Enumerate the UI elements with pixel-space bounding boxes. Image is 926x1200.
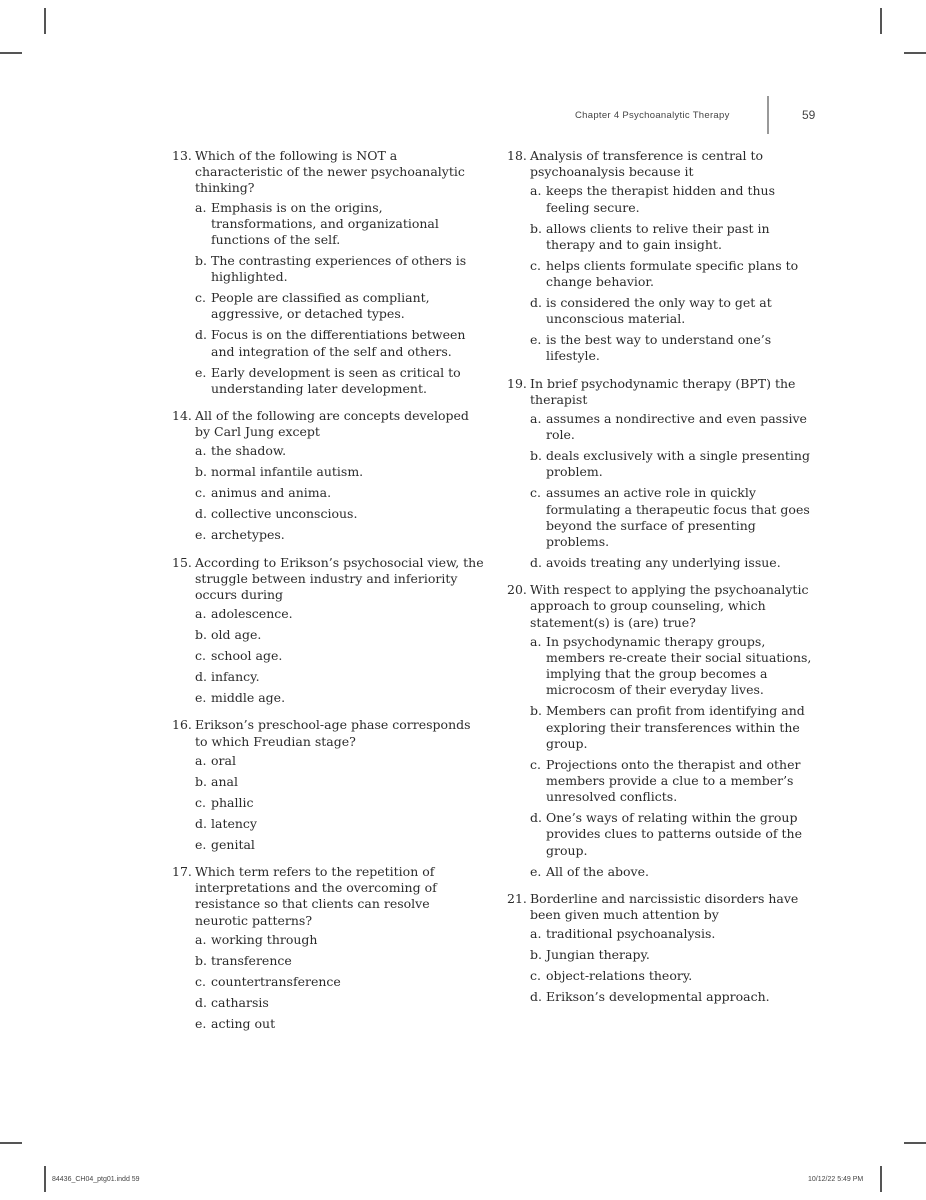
answer-option [530, 295, 820, 327]
option-text: genital [211, 836, 255, 852]
option-text: working through [211, 931, 318, 947]
question-text: According to Erikson’s psychosocial view, the struggle between industry and inferiority occurs during [195, 554, 484, 603]
option-letter: a. [195, 931, 207, 947]
answer-options [507, 411, 820, 571]
question-stem [172, 408, 484, 440]
option-letter: a. [195, 606, 207, 622]
question-number: 17. [172, 864, 192, 880]
answer-option [530, 703, 820, 752]
option-text: Jungian therapy. [546, 947, 650, 963]
answer-option [195, 837, 484, 853]
answer-option [530, 810, 820, 859]
option-text: People are classified as compliant, aggressive, or detached types. [211, 290, 430, 322]
question-number: 20. [507, 582, 527, 598]
answer-option [530, 926, 820, 942]
answer-option [195, 290, 484, 322]
option-text: acting out [211, 1015, 276, 1031]
answer-options [172, 932, 484, 1032]
option-letter: a. [530, 633, 542, 649]
option-letter: a. [195, 752, 207, 768]
option-letter: b. [195, 627, 207, 643]
answer-option [530, 989, 820, 1005]
answer-options [172, 753, 484, 853]
crop-mark-right-bottom [904, 1142, 926, 1144]
option-text: traditional psychoanalysis. [546, 926, 716, 942]
option-letter: d. [530, 555, 542, 571]
option-text: catharsis [211, 994, 269, 1010]
question-stem [172, 864, 484, 929]
option-letter: a. [195, 199, 207, 215]
answer-option [195, 648, 484, 664]
question-number: 19. [507, 375, 527, 391]
option-text: anal [211, 773, 238, 789]
option-text: assumes an active role in quickly formulating a therapeutic focus that goes beyond the surface of presenting problems. [546, 485, 810, 550]
option-letter: a. [530, 926, 542, 942]
option-text: countertransference [211, 973, 341, 989]
option-text: school age. [211, 648, 283, 664]
answer-option [530, 757, 820, 806]
option-text: deals exclusively with a single presenting problem. [546, 448, 810, 480]
running-header [560, 108, 830, 136]
option-letter: e. [530, 332, 542, 348]
answer-option [195, 606, 484, 622]
option-text: The contrasting experiences of others is highlighted. [211, 253, 467, 285]
option-text: Emphasis is on the origins, transformations, and organizational functions of the self. [211, 199, 439, 248]
answer-option [195, 485, 484, 501]
answer-options [507, 634, 820, 880]
question-14 [172, 408, 484, 544]
answer-option [530, 555, 820, 571]
crop-mark-bottom-right [880, 1166, 882, 1192]
option-letter: c. [530, 485, 541, 501]
option-letter: c. [195, 648, 206, 664]
option-letter: e. [195, 1015, 207, 1031]
question-text: In brief psychodynamic therapy (BPT) the therapist [530, 375, 796, 407]
option-letter: e. [195, 690, 207, 706]
question-number: 21. [507, 890, 527, 906]
option-letter: d. [195, 815, 207, 831]
option-letter: b. [530, 220, 542, 236]
option-text: keeps the therapist hidden and thus feeling secure. [546, 183, 776, 215]
question-number: 14. [172, 408, 192, 424]
option-text: All of the above. [546, 863, 649, 879]
answer-option [530, 968, 820, 984]
question-20 [507, 582, 820, 880]
answer-option [530, 332, 820, 364]
option-text: old age. [211, 627, 262, 643]
question-text: Erikson’s preschool-age phase corresponds to which Freudian stage? [195, 717, 471, 749]
page-number: 59 [802, 108, 816, 122]
option-letter: e. [195, 364, 207, 380]
option-text: the shadow. [211, 443, 287, 459]
answer-options [172, 606, 484, 706]
question-number: 15. [172, 554, 192, 570]
answer-option [195, 527, 484, 543]
option-text: infancy. [211, 669, 260, 685]
answer-option [195, 816, 484, 832]
slug-file-name: 84436_CH04_ptg01.indd 59 [52, 1176, 140, 1183]
answer-option [195, 953, 484, 969]
answer-option [530, 485, 820, 550]
answer-option [530, 947, 820, 963]
option-text: is the best way to understand one’s lifestyle. [546, 332, 772, 364]
option-text: allows clients to relive their past in therapy and to gain insight. [546, 220, 770, 252]
question-18 [507, 148, 820, 365]
answer-option [195, 464, 484, 480]
answer-option [530, 448, 820, 480]
crop-mark-top-right [880, 8, 882, 34]
option-letter: e. [195, 527, 207, 543]
option-text: Members can profit from identifying and exploring their transferences within the group. [546, 703, 805, 751]
option-letter: a. [530, 183, 542, 199]
question-text: Borderline and narcissistic disorders have been given much attention by [530, 890, 799, 923]
right-column [507, 148, 820, 1017]
option-letter: c. [530, 756, 541, 772]
question-stem [172, 717, 484, 749]
answer-option [530, 221, 820, 253]
option-text: collective unconscious. [211, 506, 358, 522]
option-text: transference [211, 952, 292, 968]
answer-options [507, 926, 820, 1005]
option-letter: c. [195, 485, 206, 501]
option-text: oral [211, 752, 236, 768]
question-stem [507, 891, 820, 923]
option-text: helps clients formulate specific plans to change behavior. [546, 257, 799, 290]
answer-option [195, 795, 484, 811]
option-letter: b. [530, 703, 542, 719]
left-column [172, 148, 484, 1043]
option-letter: b. [195, 773, 207, 789]
answer-option [195, 200, 484, 249]
answer-option [195, 443, 484, 459]
chapter-title: Chapter 4 Psychoanalytic Therapy [575, 110, 730, 121]
question-13 [172, 148, 484, 397]
question-text: Which of the following is NOT a characteristic of the newer psychoanalytic thinking? [195, 148, 465, 196]
option-text: assumes a nondirective and even passive role. [546, 411, 807, 443]
option-letter: c. [195, 794, 206, 810]
answer-option [195, 1016, 484, 1032]
option-letter: b. [530, 947, 542, 963]
answer-option [195, 506, 484, 522]
crop-mark-right-top [904, 52, 926, 54]
answer-option [195, 753, 484, 769]
answer-option [195, 627, 484, 643]
answer-option [195, 995, 484, 1011]
option-letter: c. [195, 290, 206, 306]
question-stem [172, 555, 484, 604]
option-letter: b. [530, 448, 542, 464]
question-text: Which term refers to the repetition of interpretations and the overcoming of resistance so that clients can resolve neurotic patterns? [195, 864, 437, 928]
option-text: avoids treating any underlying issue. [546, 555, 781, 571]
question-text: All of the following are concepts developed by Carl Jung except [195, 408, 469, 440]
option-text: adolescence. [211, 606, 293, 622]
option-letter: a. [195, 443, 207, 459]
question-text: Analysis of transference is central to psychoanalysis because it [530, 148, 764, 180]
option-letter: c. [530, 257, 541, 273]
option-letter: e. [195, 836, 207, 852]
answer-options [507, 183, 820, 364]
answer-option [195, 253, 484, 285]
answer-option [530, 864, 820, 880]
slug-timestamp: 10/12/22 5:49 PM [808, 1176, 864, 1183]
option-letter: d. [195, 994, 207, 1010]
option-text: archetypes. [211, 527, 285, 543]
option-text: Focus is on the differentiations between and integration of the self and others. [211, 327, 466, 359]
crop-mark-left-bottom [0, 1142, 22, 1144]
answer-option [195, 365, 484, 397]
question-21 [507, 891, 820, 1006]
option-text: normal infantile autism. [211, 464, 364, 480]
option-letter: e. [530, 863, 542, 879]
crop-mark-bottom-left [44, 1166, 46, 1192]
answer-option [530, 634, 820, 699]
option-letter: a. [530, 411, 542, 427]
option-letter: c. [530, 968, 541, 984]
crop-mark-left-top [0, 52, 22, 54]
option-text: object-relations theory. [546, 968, 693, 984]
question-stem [172, 148, 484, 197]
answer-option [195, 327, 484, 359]
answer-option [195, 774, 484, 790]
option-text: Erikson’s developmental approach. [546, 989, 770, 1005]
answer-options [172, 443, 484, 543]
answer-option [195, 974, 484, 990]
question-number: 18. [507, 148, 527, 163]
option-letter: d. [530, 295, 542, 311]
answer-option [195, 932, 484, 948]
option-text: middle age. [211, 690, 286, 706]
question-text: With respect to applying the psychoanalytic approach to group counseling, which statement(s) is (are) true? [530, 582, 809, 630]
answer-option [530, 258, 820, 290]
question-stem [507, 376, 820, 408]
question-17 [172, 864, 484, 1032]
option-text: In psychodynamic therapy groups, members re-create their social situations, implying that the group becomes a microcosm of their everyday lives. [546, 633, 812, 698]
option-letter: d. [530, 810, 542, 826]
answer-option [195, 690, 484, 706]
answer-option [195, 669, 484, 685]
option-text: Projections onto the therapist and other members provide a clue to a member’s unresolved conflicts. [546, 756, 801, 805]
option-letter: d. [195, 506, 207, 522]
option-text: One’s ways of relating within the group provides clues to patterns outside of the group. [546, 810, 802, 858]
option-text: Early development is seen as critical to understanding later development. [211, 364, 461, 396]
option-letter: b. [195, 464, 207, 480]
crop-mark-top-left [44, 8, 46, 34]
option-letter: d. [530, 989, 542, 1005]
answer-options [172, 200, 484, 397]
answer-option [530, 411, 820, 443]
question-16 [172, 717, 484, 853]
question-19 [507, 376, 820, 572]
answer-option [530, 183, 820, 215]
option-text: phallic [211, 794, 254, 810]
question-15 [172, 555, 484, 707]
header-divider [767, 96, 769, 134]
option-letter: b. [195, 952, 207, 968]
option-letter: d. [195, 669, 207, 685]
question-number: 13. [172, 148, 192, 163]
option-letter: b. [195, 253, 207, 269]
option-letter: c. [195, 973, 206, 989]
question-stem [507, 582, 820, 631]
option-text: latency [211, 815, 257, 831]
option-text: is considered the only way to get at unconscious material. [546, 295, 772, 327]
option-letter: d. [195, 327, 207, 343]
question-stem [507, 148, 820, 180]
option-text: animus and anima. [211, 485, 332, 501]
question-number: 16. [172, 717, 192, 733]
